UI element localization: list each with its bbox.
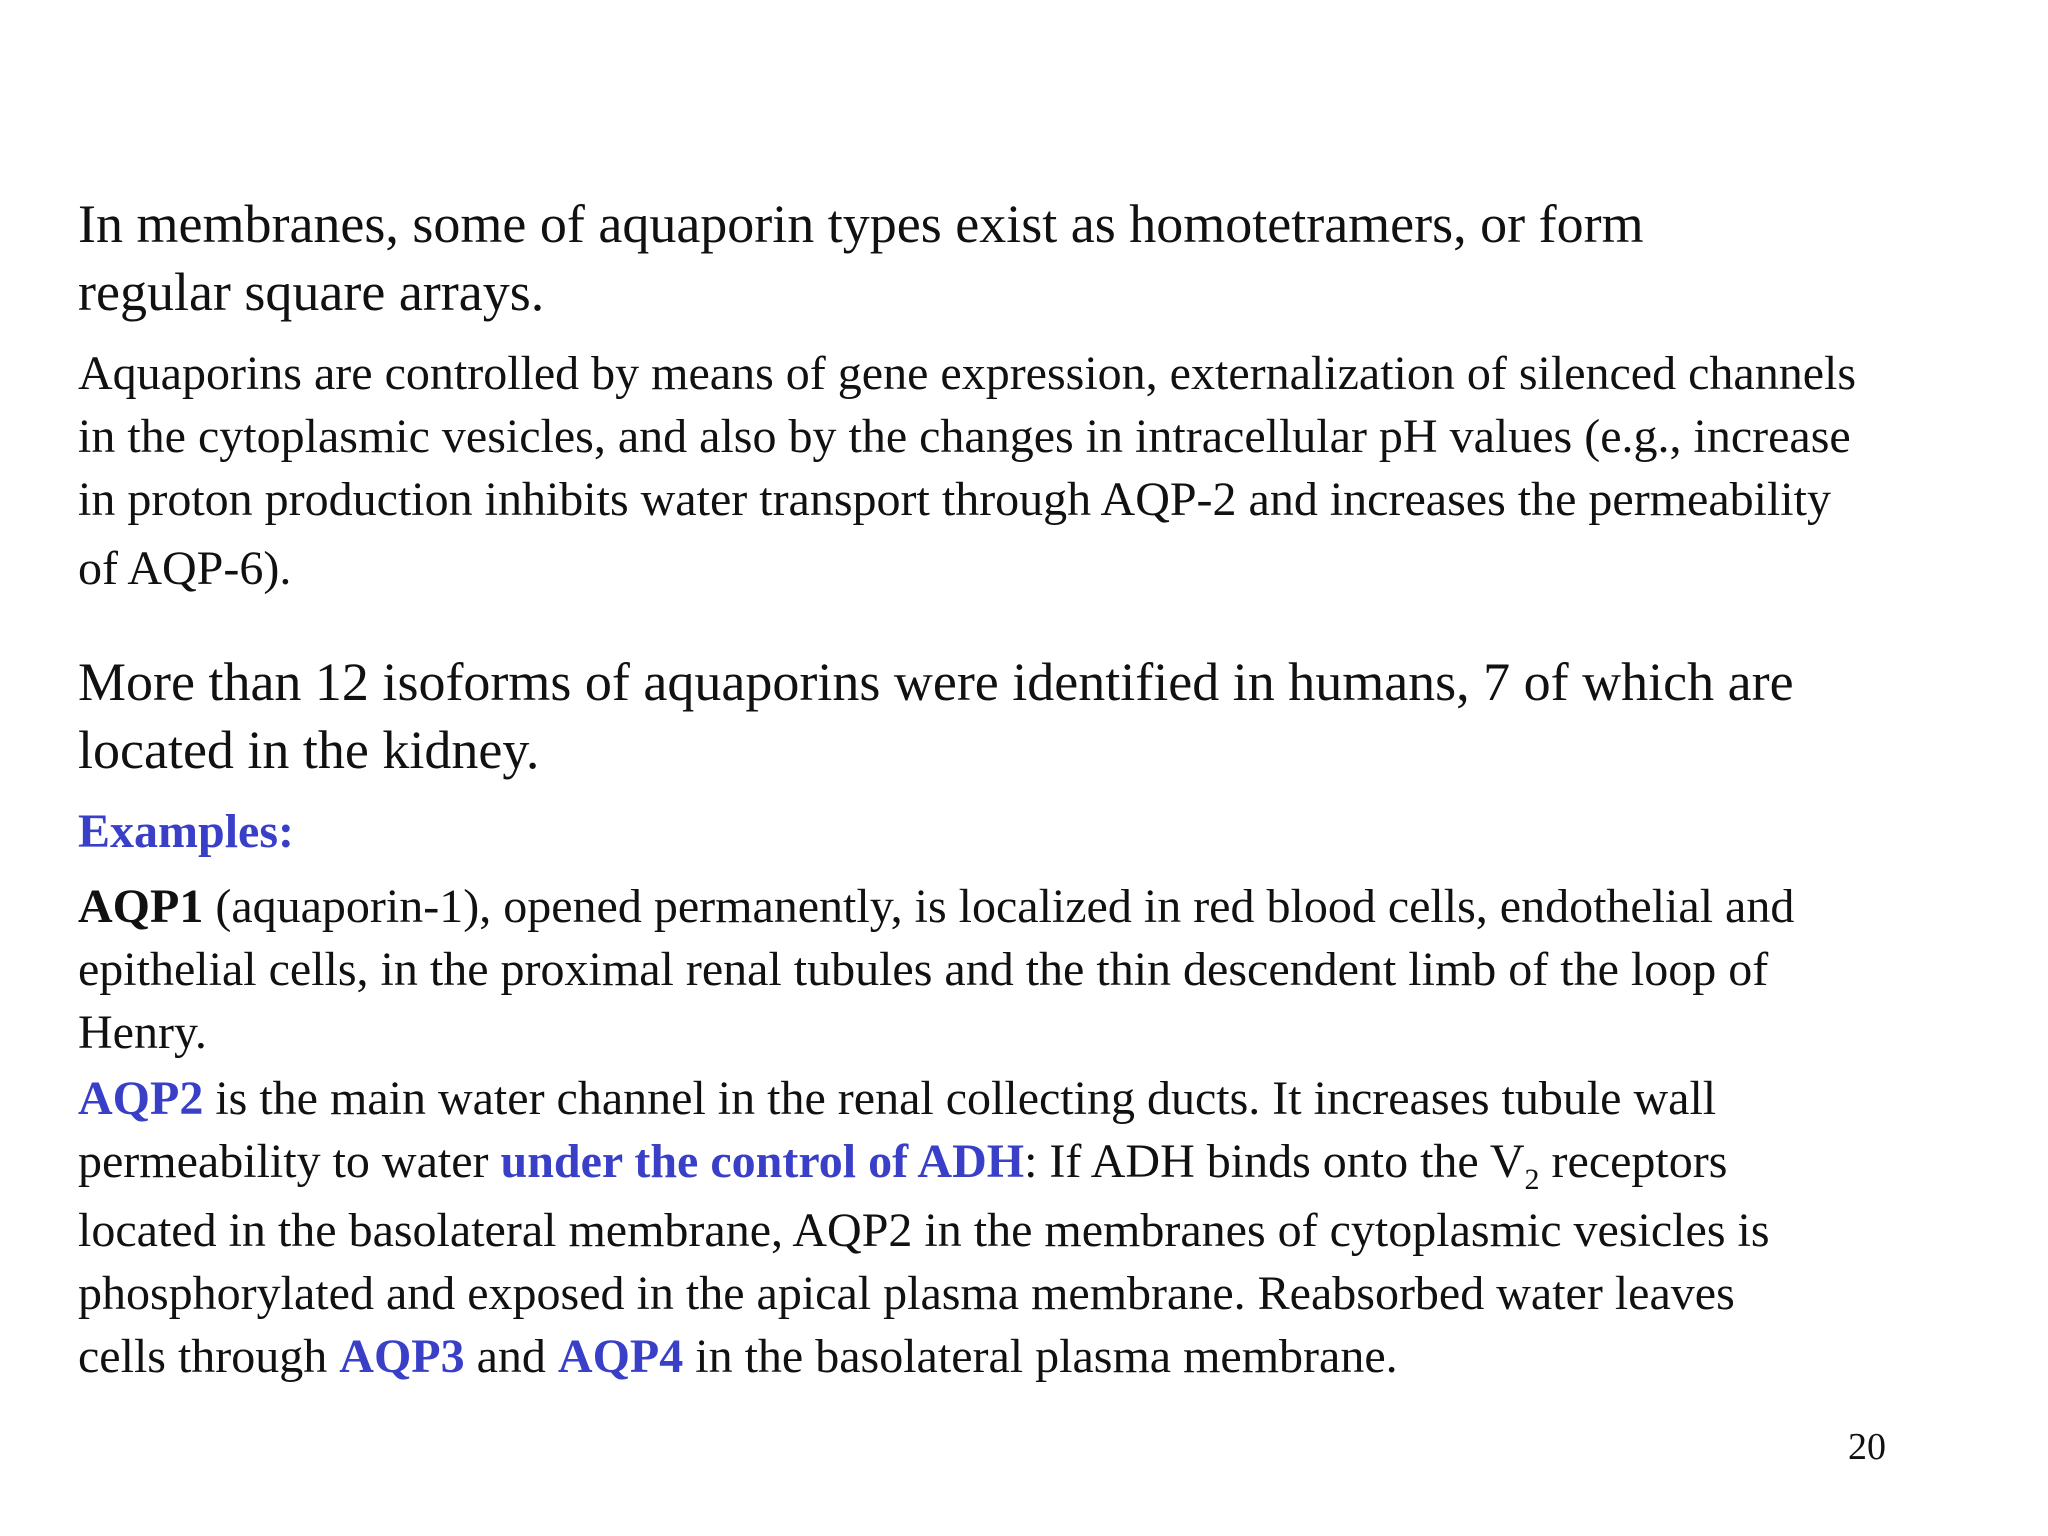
text-run: : If ADH binds onto the V [1024,1135,1525,1188]
text-line: located in the basolateral membrane, AQP2 in the membranes of cytoplasmic vesicles is [78,1204,1770,1257]
paragraph-homotetramers [78,190,1644,326]
text-line: More than 12 isoforms of aquaporins were identified in humans, 7 of which are [78,652,1794,712]
highlight-adh-control: under the control of ADH [500,1135,1025,1188]
text-line: epithelial cells, in the proximal renal tubules and the thin descendent limb of the loop of [78,943,1769,996]
term-aqp3: AQP3 [339,1330,465,1383]
page-number: 20 [1848,1426,1886,1468]
text-line [78,1130,1770,1196]
text-line: Henry. [78,1006,207,1059]
text-line: of AQP-6). [78,542,292,595]
text-run: and [464,1330,558,1383]
text-line: in proton production inhibits water transport through AQP-2 and increases the permeability [78,473,1831,526]
text-line: regular square arrays. [78,262,545,322]
term-aqp4: AQP4 [557,1330,684,1383]
text-run: receptors [1539,1135,1728,1188]
paragraph-aqp2 [78,1067,1770,1388]
paragraph-isoforms [78,648,1794,784]
text-line [78,1067,1770,1130]
text-run: cells through [78,1330,340,1383]
text-run: is the main water channel in the renal collecting ducts. It increases tubule wall [203,1072,1717,1125]
text-run: (aquaporin-1), opened permanently, is localized in red blood cells, endothelial and [203,880,1795,933]
examples-heading: Examples: [78,805,294,858]
text-line: Aquaporins are controlled by means of gene expression, externalization of silenced channels [78,347,1857,400]
text-line [78,1325,1770,1388]
text-line: In membranes, some of aquaporin types exist as homotetramers, or form [78,194,1644,254]
text-line: located in the kidney. [78,720,540,780]
text-run: permeability to water [78,1135,501,1188]
text-line: phosphorylated and exposed in the apical plasma membrane. Reabsorbed water leaves [78,1267,1735,1320]
subscript-2: 2 [1524,1163,1540,1196]
text-line [78,875,1794,938]
paragraph-aqp1 [78,875,1794,1064]
text-run: in the basolateral plasma membrane. [683,1330,1398,1383]
term-aqp1: AQP1 [78,880,204,933]
text-line: in the cytoplasmic vesicles, and also by the changes in intracellular pH values (e.g., increase [78,410,1851,463]
paragraph-aquaporin-control [78,342,1856,600]
term-aqp2: AQP2 [78,1072,204,1125]
